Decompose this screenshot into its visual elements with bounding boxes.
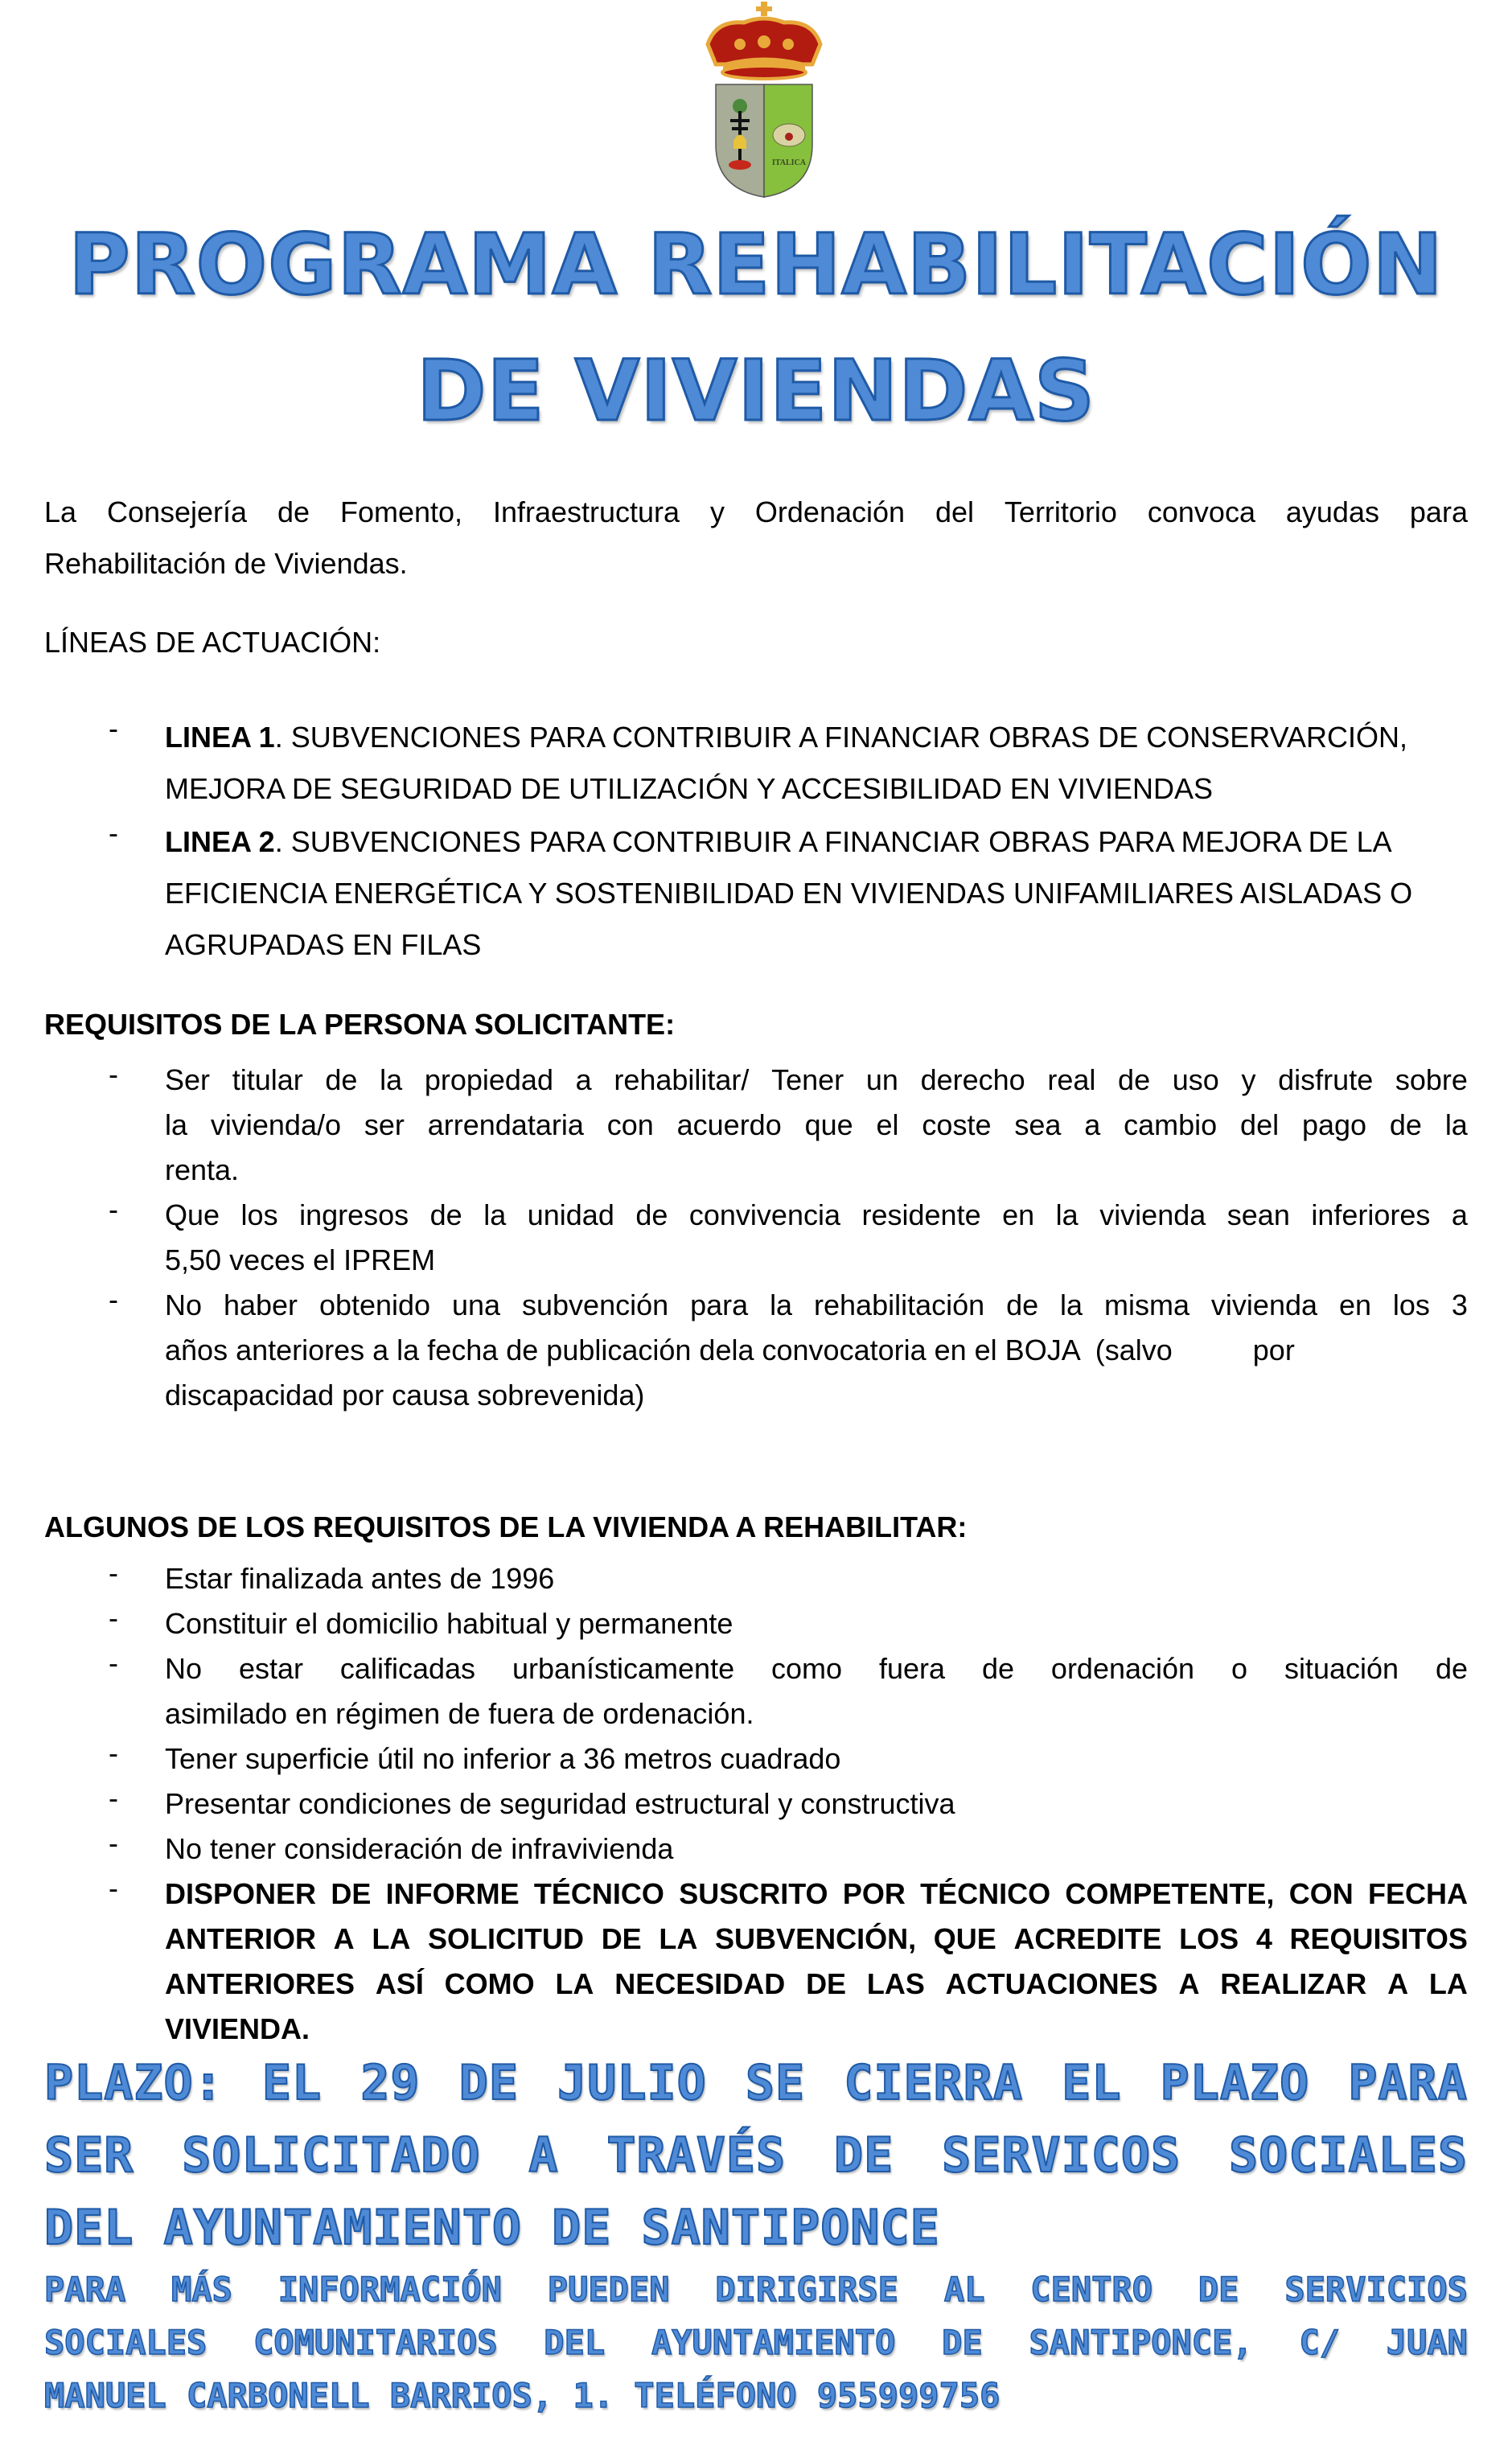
word: La — [44, 495, 77, 528]
word: una — [452, 1288, 501, 1321]
word: SOLICITUD — [428, 1922, 585, 1955]
word: DEL — [544, 2323, 606, 2362]
word: DE — [942, 2323, 983, 2362]
word: y — [1241, 1063, 1256, 1096]
word: SER — [44, 2127, 134, 2184]
word: ANTERIOR — [165, 1922, 316, 1955]
bullet-dash-icon: - — [109, 816, 118, 849]
word: para — [1409, 495, 1468, 528]
word: SOLICITADO — [182, 2127, 481, 2184]
word: ingresos — [299, 1198, 409, 1231]
word: convoca — [1147, 495, 1255, 528]
word: TRAVÉS — [606, 2127, 787, 2184]
word: la — [380, 1063, 403, 1096]
word: propiedad — [424, 1063, 553, 1096]
word: DE — [806, 1967, 847, 2000]
word: SOCIALES — [1228, 2127, 1468, 2184]
word: la — [483, 1198, 507, 1231]
word: a — [575, 1063, 592, 1096]
word: Tener — [771, 1063, 844, 1096]
word: unidad — [527, 1198, 614, 1231]
word: MÁS — [171, 2270, 232, 2309]
justified-line — [165, 1646, 1468, 1691]
word: Ser — [165, 1063, 211, 1096]
bullet-dash-icon: - — [109, 1736, 118, 1769]
justified-line — [165, 1872, 1468, 1917]
word: los — [240, 1198, 278, 1231]
bullet-dash-icon: - — [109, 1646, 118, 1679]
word: de — [981, 1652, 1014, 1685]
word: rehabilitación — [814, 1288, 985, 1321]
word: cambio — [1124, 1108, 1218, 1141]
word: SANTIPONCE, — [1029, 2323, 1253, 2362]
word: para — [690, 1288, 749, 1321]
word: o — [1231, 1652, 1248, 1685]
word: SUSCRITO — [679, 1877, 828, 1910]
list-item-text: Presentar condiciones de seguridad estructural y constructiva — [165, 1787, 955, 1820]
word: arrendataria — [427, 1108, 584, 1141]
word: SERVICIOS — [1284, 2270, 1468, 2309]
word: DE — [601, 1922, 642, 1955]
shield-icon — [716, 84, 812, 197]
word: SUBVENCIÓN, — [715, 1922, 917, 1955]
list-item-text: Estar finalizada antes de 1996 — [165, 1562, 555, 1595]
word: la — [165, 1108, 188, 1141]
intro-line-1 — [44, 487, 1468, 538]
list-item-text: discapacidad por causa sobrevenida) — [165, 1379, 645, 1412]
linea-text: . SUBVENCIONES PARA CONTRIBUIR A FINANCIAR OBRAS DE CONSERVARCIÓN, — [274, 721, 1407, 754]
word: QUE — [933, 1922, 996, 1955]
info-line-3: MANUEL CARBONELL BARRIOS, 1. TELÉFONO 955999756 — [44, 2376, 1000, 2415]
word: SOCIALES — [44, 2323, 207, 2362]
bullet-dash-icon: - — [109, 1556, 118, 1589]
word: EL — [261, 2055, 323, 2111]
municipal-coat-of-arms — [700, 0, 828, 201]
word: COMPETENTE, — [1065, 1877, 1275, 1910]
word: 29 — [360, 2055, 421, 2111]
intro-paragraph — [44, 487, 1468, 590]
word: titular — [232, 1063, 303, 1096]
word: AL — [943, 2270, 985, 2309]
list-item-text: Constituir el domicilio habitual y permanente — [165, 1607, 733, 1640]
word: subvención — [522, 1288, 669, 1321]
word: situación — [1284, 1652, 1399, 1685]
word: vivienda — [1099, 1198, 1206, 1231]
word: pago — [1301, 1108, 1367, 1141]
bullet-dash-icon: - — [109, 1058, 118, 1091]
info-line-2 — [44, 2323, 1468, 2362]
word: sea — [1014, 1108, 1062, 1141]
page-title-line-2: DE VIVIENDAS — [417, 342, 1095, 440]
word: misma — [1104, 1288, 1189, 1321]
word: ordenación — [1050, 1652, 1195, 1685]
word: real — [1047, 1063, 1096, 1096]
word: acuerdo — [676, 1108, 782, 1141]
word: CON — [1288, 1877, 1354, 1910]
word: LA — [372, 1922, 411, 1955]
word: obtenido — [318, 1288, 431, 1321]
word: JUAN — [1386, 2323, 1468, 2362]
word: disfrute — [1278, 1063, 1374, 1096]
plazo-line-1 — [44, 2055, 1468, 2111]
word: la — [1444, 1108, 1468, 1141]
word: ayudas — [1285, 495, 1379, 528]
vivienda-heading: ALGUNOS DE LOS REQUISITOS DE LA VIVIENDA A REHABILITAR: — [44, 1510, 968, 1543]
word: que — [804, 1108, 853, 1141]
word: TÉCNICO — [533, 1877, 664, 1910]
justified-line — [165, 1283, 1468, 1328]
word: de — [429, 1198, 462, 1231]
word: del — [935, 495, 974, 528]
word: a — [1451, 1198, 1468, 1231]
word: Territorio — [1004, 495, 1117, 528]
linea-text: AGRUPADAS EN FILAS — [165, 928, 482, 961]
word: FECHA — [1368, 1877, 1468, 1910]
word: AYUNTAMIENTO — [651, 2323, 896, 2362]
word: LOS — [1179, 1922, 1239, 1955]
word: haber — [223, 1288, 298, 1321]
bullet-dash-icon: - — [109, 1827, 118, 1860]
crown-icon — [708, 2, 820, 79]
word: convivencia — [688, 1198, 840, 1231]
word: residente — [861, 1198, 981, 1231]
word: de — [325, 1063, 358, 1096]
word: DE — [833, 2127, 894, 2184]
word: un — [865, 1063, 898, 1096]
word: vivienda — [1210, 1288, 1318, 1321]
word: sean — [1226, 1198, 1290, 1231]
word: sobre — [1395, 1063, 1468, 1096]
word: No — [165, 1652, 203, 1685]
word: la — [770, 1288, 793, 1321]
bullet-dash-icon: - — [109, 1601, 118, 1634]
word: Ordenación — [754, 495, 906, 528]
word: ACTUACIONES — [945, 1967, 1158, 2000]
list-item-text: renta. — [165, 1153, 240, 1186]
word: fuera — [878, 1652, 946, 1685]
word: LA — [1428, 1967, 1468, 2000]
word: DE — [331, 1877, 372, 1910]
word: REALIZAR — [1220, 1967, 1367, 2000]
word: PARA — [1348, 2055, 1468, 2111]
word: de — [277, 495, 310, 528]
justified-line — [165, 1058, 1468, 1103]
word: NECESIDAD — [614, 1967, 786, 2000]
word: INFORMACIÓN — [277, 2270, 502, 2309]
word: CIERRA — [844, 2055, 1024, 2111]
word: DISPONER — [165, 1877, 317, 1910]
word: LA — [659, 1922, 698, 1955]
linea-text: . SUBVENCIONES PARA CONTRIBUIR A FINANCIAR OBRAS PARA MEJORA DE LA — [274, 825, 1392, 858]
word: PLAZO — [1160, 2055, 1310, 2111]
justified-line — [44, 2323, 1468, 2362]
word: urbanísticamente — [512, 1652, 735, 1685]
lineas-heading: LÍNEAS DE ACTUACIÓN: — [44, 626, 381, 659]
word: A — [1387, 1967, 1409, 2000]
word: el — [876, 1108, 899, 1141]
word: y — [709, 495, 725, 528]
word: ACREDITE — [1013, 1922, 1162, 1955]
word: ser — [364, 1108, 405, 1141]
plazo-line-2 — [44, 2127, 1468, 2184]
word: LAS — [866, 1967, 925, 2000]
word: la — [1055, 1198, 1079, 1231]
word: COMUNITARIOS — [253, 2323, 498, 2362]
list-item-text: No tener consideración de infravivienda — [165, 1832, 674, 1865]
justified-line — [44, 2055, 1468, 2111]
svg-text:ITALICA: ITALICA — [771, 158, 807, 167]
word: DE — [1198, 2270, 1239, 2309]
bullet-dash-icon: - — [109, 1283, 118, 1316]
word: LA — [555, 1967, 594, 2000]
word: A — [528, 2127, 559, 2184]
bullet-dash-icon: - — [109, 1193, 118, 1226]
word: la — [1060, 1288, 1083, 1321]
linea-text: MEJORA DE SEGURIDAD DE UTILIZACIÓN Y ACCESIBILIDAD EN VIVIENDAS — [165, 772, 1213, 805]
justified-line — [165, 1962, 1468, 2007]
word: A — [333, 1922, 355, 1955]
word: TÉCNICO — [920, 1877, 1051, 1910]
word: 4 — [1255, 1922, 1272, 1955]
word: Que — [165, 1198, 220, 1231]
word: del — [1240, 1108, 1280, 1141]
word: SE — [745, 2055, 806, 2111]
list-item-text: Tener superficie útil no inferior a 36 metros cuadrado — [165, 1742, 841, 1775]
word: PARA — [44, 2270, 126, 2309]
info-line-1 — [44, 2270, 1468, 2309]
word: inferiores — [1311, 1198, 1431, 1231]
bullet-dash-icon: - — [109, 712, 118, 745]
word: estar — [238, 1652, 303, 1685]
word: COMO — [444, 1967, 535, 2000]
page-title-line-1: PROGRAMA REHABILITACIÓN — [68, 216, 1444, 314]
linea-label: LINEA 2 — [165, 825, 275, 858]
word: rehabilitar/ — [614, 1063, 750, 1096]
plazo-line-3: DEL AYUNTAMIENTO DE SANTIPONCE — [44, 2200, 940, 2256]
word: JULIO — [557, 2055, 707, 2111]
word: Consejería — [106, 495, 248, 528]
word: uso — [1172, 1063, 1219, 1096]
word: PUEDEN — [547, 2270, 670, 2309]
word: en — [1002, 1198, 1035, 1231]
word: No — [165, 1288, 203, 1321]
justified-line — [165, 1917, 1468, 1962]
list-item-text: 5,50 veces el IPREM — [165, 1243, 436, 1276]
word: Infraestructura — [492, 495, 680, 528]
word: DIRIGIRSE — [715, 2270, 898, 2309]
word: de — [1389, 1108, 1422, 1141]
word: REQUISITOS — [1289, 1922, 1468, 1955]
word: de — [1118, 1063, 1151, 1096]
word: vivienda/o — [210, 1108, 341, 1141]
word: INFORME — [385, 1877, 520, 1910]
solicitante-heading: REQUISITOS DE LA PERSONA SOLICITANTE: — [44, 1008, 676, 1041]
word: en — [1338, 1288, 1371, 1321]
word: coste — [922, 1108, 992, 1141]
linea-label: LINEA 1 — [165, 721, 275, 754]
bullet-dash-icon: - — [109, 1872, 118, 1905]
word: 3 — [1451, 1288, 1468, 1321]
word: de — [1006, 1288, 1039, 1321]
justified-line — [44, 2127, 1468, 2184]
word: derecho — [920, 1063, 1025, 1096]
word: SERVICOS — [942, 2127, 1181, 2184]
word: CENTRO — [1030, 2270, 1153, 2309]
justified-line — [44, 2270, 1468, 2309]
word: ANTERIORES — [165, 1967, 355, 2000]
intro-line-2: Rehabilitación de Viviendas. — [44, 547, 408, 580]
word: Fomento, — [339, 495, 463, 528]
word: C/ — [1299, 2323, 1341, 2362]
justified-line — [165, 1103, 1468, 1148]
word: de — [1435, 1652, 1468, 1685]
list-item-text: VIVIENDA. — [165, 2012, 310, 2045]
word: EL — [1062, 2055, 1122, 2111]
word: POR — [842, 1877, 906, 1910]
list-item-text: años anteriores a la fecha de publicación dela convocatoria en el BOJA (salvo por — [165, 1334, 1295, 1366]
word: A — [1178, 1967, 1200, 2000]
linea-text: EFICIENCIA ENERGÉTICA Y SOSTENIBILIDAD EN VIVIENDAS UNIFAMILIARES AISLADAS O — [165, 877, 1413, 910]
crest-icon — [700, 0, 828, 201]
word: los — [1392, 1288, 1430, 1321]
word: ASÍ — [375, 1967, 424, 2000]
word: como — [771, 1652, 843, 1685]
list-item-text: asimilado en régimen de fuera de ordenación. — [165, 1697, 754, 1730]
word: a — [1084, 1108, 1101, 1141]
justified-line — [165, 1193, 1468, 1238]
word: PLAZO: — [44, 2055, 224, 2111]
word: DE — [458, 2055, 519, 2111]
word: con — [606, 1108, 654, 1141]
bullet-dash-icon: - — [109, 1781, 118, 1814]
word: de — [635, 1198, 668, 1231]
word: calificadas — [339, 1652, 476, 1685]
